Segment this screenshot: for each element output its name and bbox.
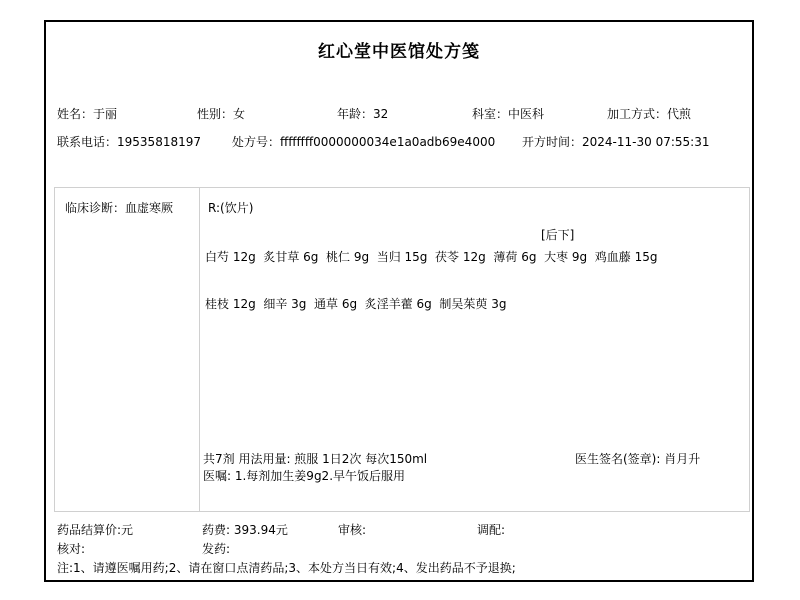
gender-value: 女 bbox=[233, 107, 246, 121]
field-settle-price bbox=[57, 522, 133, 539]
issue-time-value: 2024-11-30 07:55:31 bbox=[582, 135, 710, 149]
page-title: 红心堂中医馆处方笺 bbox=[318, 42, 480, 62]
herbs-line-2: 桂枝 12g 细辛 3g 通草 6g 炙淫羊藿 6g 制吴茱萸 3g bbox=[205, 297, 507, 311]
field-processing-method bbox=[607, 106, 691, 123]
patient-name-value: 于丽 bbox=[93, 107, 118, 121]
field-patient-name bbox=[57, 106, 117, 123]
field-age bbox=[337, 106, 388, 123]
issue-time-label: 开方时间： bbox=[522, 135, 583, 149]
doctor-signature bbox=[575, 451, 715, 468]
field-phone bbox=[57, 134, 201, 151]
review-label: 审核: bbox=[338, 523, 367, 537]
age-label: 年龄： bbox=[337, 107, 374, 121]
decoction-note: [后下] bbox=[541, 228, 575, 242]
fee-value: 393.94元 bbox=[233, 523, 288, 537]
diagnosis-value: 血虚寒厥 bbox=[125, 201, 174, 215]
field-fee bbox=[202, 522, 288, 539]
doctor-signature-label: 医生签名(签章): bbox=[575, 452, 665, 466]
prescription-no-value: ffffffff0000000034e1a0adb69e4000 bbox=[280, 135, 496, 149]
field-issue-time bbox=[522, 134, 709, 151]
diagnosis-label: 临床诊断： bbox=[65, 201, 126, 215]
rx-header: R:(饮片) bbox=[208, 201, 254, 215]
processing-method-label: 加工方式： bbox=[607, 107, 668, 121]
doctor-advice-line: 医嘱: 1.每剂加生姜9g2.早午饭后服用 bbox=[203, 469, 406, 483]
usage-line: 共7剂 用法用量: 煎服 1日2次 每次150ml bbox=[203, 452, 428, 466]
field-diagnosis bbox=[65, 200, 193, 217]
herbs-line-1: 白芍 12g 炙甘草 6g 桃仁 9g 当归 15g 茯苓 12g 薄荷 6g 大枣 9g 鸡血藤 15g bbox=[205, 250, 658, 264]
gender-label: 性别： bbox=[197, 107, 234, 121]
processing-method-value: 代煎 bbox=[667, 107, 692, 121]
settle-price-value: 元 bbox=[121, 523, 134, 537]
issue-label: 发药: bbox=[202, 542, 231, 556]
prescription-box bbox=[54, 187, 750, 512]
field-department bbox=[472, 106, 544, 123]
phone-label: 联系电话： bbox=[57, 135, 118, 149]
field-prescription-no bbox=[232, 134, 495, 151]
fee-label: 药费: bbox=[202, 523, 234, 537]
prescription-no-label: 处方号： bbox=[232, 135, 281, 149]
patient-name-label: 姓名： bbox=[57, 107, 94, 121]
department-value: 中医科 bbox=[508, 107, 545, 121]
department-label: 科室： bbox=[472, 107, 509, 121]
check-label: 核对: bbox=[57, 542, 86, 556]
dispense-label: 调配: bbox=[477, 523, 506, 537]
settle-price-label: 药品结算价: bbox=[57, 523, 122, 537]
age-value: 32 bbox=[373, 107, 389, 121]
phone-value: 19535818197 bbox=[117, 135, 201, 149]
diagnosis-column-divider bbox=[199, 188, 200, 511]
prescription-sheet bbox=[44, 20, 754, 582]
footer-note: 注:1、请遵医嘱用药;2、请在窗口点清药品;3、本处方当日有效;4、发出药品不予退换; bbox=[57, 561, 516, 575]
doctor-signature-name: 肖月升 bbox=[664, 452, 701, 466]
field-gender bbox=[197, 106, 245, 123]
